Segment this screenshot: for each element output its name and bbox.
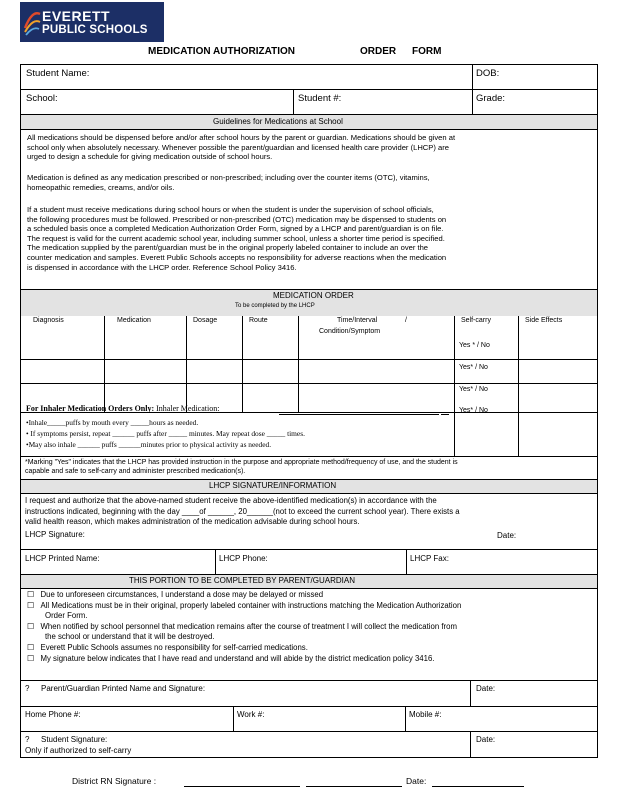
yesno-row-3[interactable]: Yes* / No (459, 386, 488, 393)
logo-line-2: PUBLIC SCHOOLS (42, 24, 148, 36)
lhcp-printed-name-label: LHCP Printed Name: (25, 554, 100, 563)
col-self-carry: Self-carry (461, 317, 491, 324)
home-phone-label: Home Phone #: (25, 710, 81, 719)
parent-heading: THIS PORTION TO BE COMPLETED BY PARENT/GUARDIAN (129, 576, 355, 585)
lhcp-signature-label: LHCP Signature: (25, 530, 85, 539)
order-heading: MEDICATION ORDER (273, 291, 354, 300)
col-side-effects: Side Effects (525, 317, 563, 324)
parent-printed-name-label: Parent/Guardian Printed Name and Signature: (41, 684, 206, 693)
student-number-label: Student #: (298, 93, 342, 104)
col-dosage: Dosage (193, 317, 218, 324)
student-date-label: Date: (476, 735, 496, 744)
guidelines-p3: If a student must receive medications during school hours or when the student is under the supervision of school officials, the following procedures must be followed. Prescribed or non-prescribed (OTC) medication may be dispensed to students on a scheduled basis once a completed Medication Authorization Order Form, signed by a LHCP and parent/guardian is on file. The request is valid for the current academic school year, including summer school, unless a shorter time period is specified. The medication supplied by the parent/guardian must be in the original properly labeled container to include an over the counter medication and samples. Everett Public Schools accepts no responsibility for adverse reactions when the medication is dispensed in accordance with the LHCP order. Reference School Policy 3416. (27, 205, 447, 272)
parent-date-label: Date: (476, 684, 496, 693)
form-frame (20, 64, 598, 758)
lhcp-authorization-text: I request and authorize that the above-named student receive the above-identified medication(s) in accordance with the instructions indicated, beginning with the day ____of ______, 20______(not to exceed the current school year). There exists a valid health reason, which makes administration of the medication advisable during school hours. (25, 496, 460, 526)
yesno-row-4[interactable]: Yes* / No (459, 407, 488, 414)
lhcp-phone-label: LHCP Phone: (219, 554, 268, 563)
student-name-label: Student Name: (26, 68, 90, 79)
student-sig-marker: ? (25, 735, 30, 744)
guidelines-heading: Guidelines for Medications at School (213, 117, 343, 126)
form-title-mid: ORDER (360, 46, 397, 57)
parent-printed-marker: ? (25, 684, 30, 693)
col-slash: / (405, 317, 407, 324)
checkbox-1[interactable]: ☐ (27, 590, 34, 599)
checkbox-2[interactable]: ☐ (27, 600, 34, 610)
mobile-phone-label: Mobile #: (409, 710, 442, 719)
lhcp-date-label: Date: (497, 531, 517, 540)
checkbox-4[interactable]: ☐ (27, 642, 34, 652)
guidelines-p2: Medication is defined as any medication prescribed or non-prescribed; including over the counter items (OTC), vitamins, homeopathic remedies, creams, and/or oils. (27, 173, 430, 192)
lhcp-fax-label: LHCP Fax: (410, 554, 449, 563)
swirl-logo-icon (22, 8, 42, 36)
self-carry-note: *Marking "Yes" indicates that the LHCP has provided instruction in the purpose and appropriate method/frequency of use, and the student is capable and safe to self-carry and administer prescribed medication(s). (25, 459, 458, 475)
parent-acknowledgements: ☐ Due to unforeseen circumstances, I understand a dose may be delayed or missed ☐ All Medications must be in their original, properly labeled container with instructions matching the Medication Authorization Order Form. ☐ When notified by school personnel that medication remains after the course of treatment I will collect the medication from the school or understand that it will be destroyed. ☐ Everett Public Schools assumes no responsibility for self-carried medications. ☐ My signature below indicates that I have read and understand and will abide by the district medication policy 3416. (27, 590, 462, 663)
self-carry-only-label: Only if authorized to self-carry (25, 746, 132, 755)
lhcp-heading: LHCP SIGNATURE/INFORMATION (209, 481, 337, 490)
col-condition: Condition/Symptom (319, 328, 381, 335)
col-route: Route (249, 317, 268, 324)
inhaler-medication-label: Inhaler Medication: (156, 404, 220, 413)
district-rn-signature-label: District RN Signature : (72, 776, 157, 786)
checkbox-5[interactable]: ☐ (27, 653, 34, 663)
inhaler-heading-row (26, 404, 219, 413)
checkbox-3[interactable]: ☐ (27, 621, 34, 631)
col-diagnosis: Diagnosis (33, 317, 64, 324)
work-phone-label: Work #: (237, 710, 265, 719)
yesno-row-2[interactable]: Yes* / No (459, 364, 488, 371)
school-label: School: (26, 93, 58, 104)
dob-label: DOB: (476, 68, 500, 79)
inhaler-label: For Inhaler Medication Orders Only: (26, 404, 155, 413)
form-title-left: MEDICATION AUTHORIZATION (148, 46, 296, 57)
district-logo (20, 2, 164, 42)
student-signature-label: Student Signature: (41, 735, 108, 744)
order-subheading: To be completed by the LHCP (235, 303, 315, 309)
guidelines-p1: All medications should be dispensed before and/or after school hours by the parent or guardian. Medications should be given at school only when absolutely necessary. Whenever possible the parent/guardian and licensed health care provider (LHCP) are urged to design a schedule for giving medication outside of school hours. (27, 133, 456, 162)
district-rn-date-label: Date: (406, 776, 427, 786)
grade-label: Grade: (476, 93, 506, 104)
yesno-row-1[interactable]: Yes * / No (459, 342, 490, 349)
logo-line-1: EVERETT (42, 8, 111, 24)
col-time: Time/Interval (337, 317, 378, 324)
form-title-right: FORM (412, 46, 442, 57)
inhaler-instructions: •Inhale_____puffs by mouth every _____hours as needed. • If symptoms persist, repeat ______ puffs after _____ minutes. May repeat dose _____ times. •May also inhale ______ puffs ______minutes prior to physical activity as needed. (26, 418, 305, 449)
col-medication: Medication (117, 317, 151, 324)
